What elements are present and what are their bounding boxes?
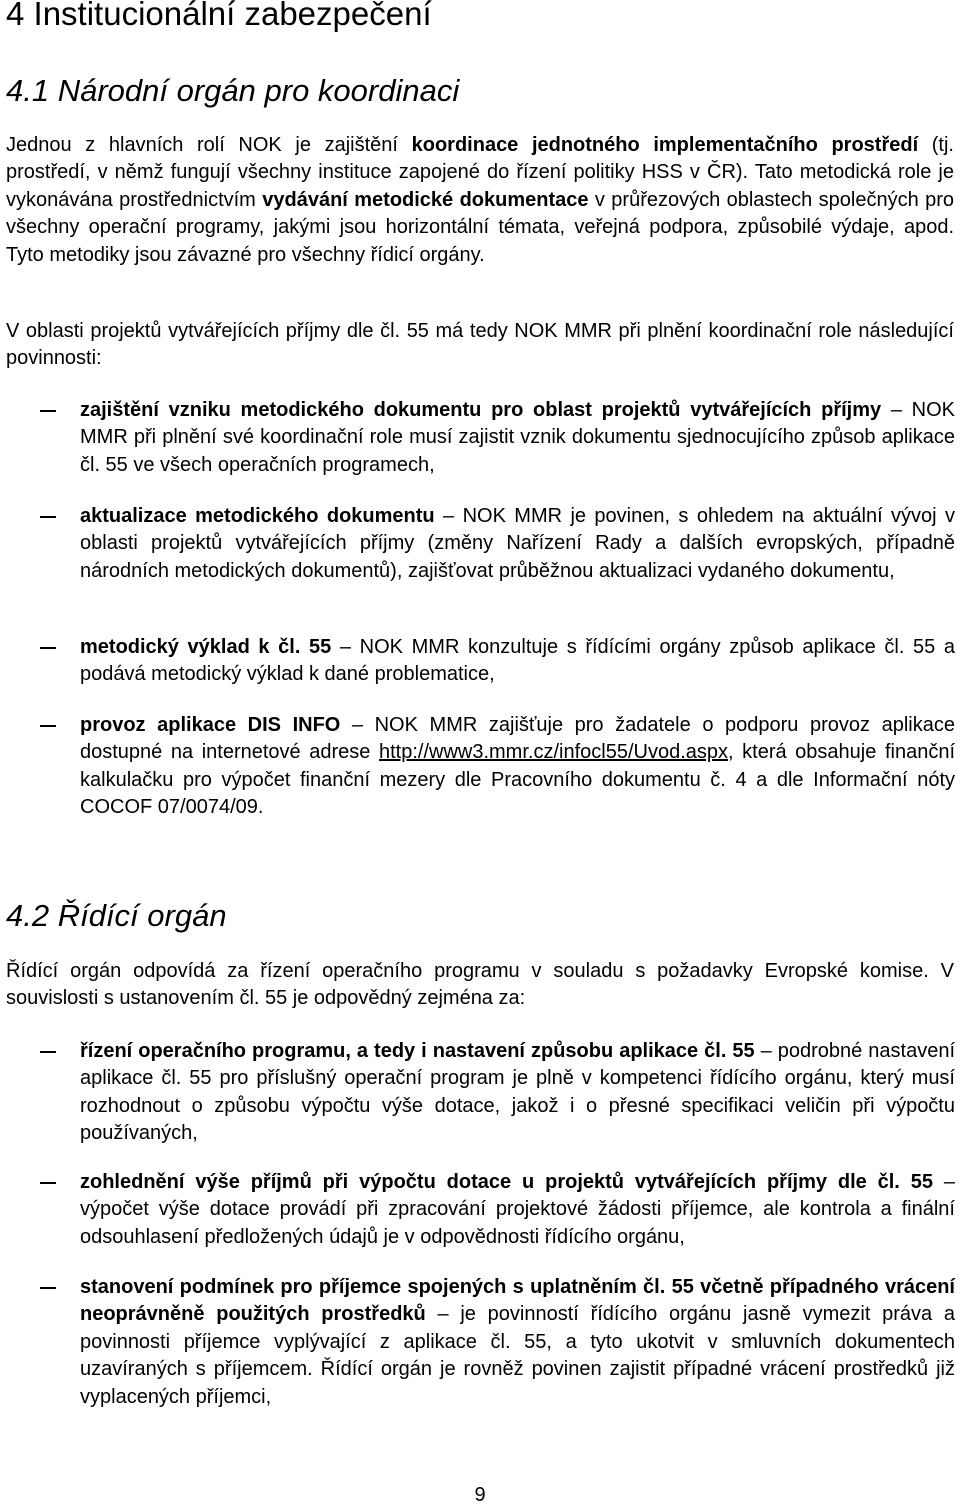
dash-bullet-icon <box>40 1182 56 1184</box>
intro-bold-1: koordinace jednotného implementačního prostředí <box>411 134 919 156</box>
list-item-bold: zajištění vzniku metodického dokumentu pro oblast projektů vytvářejících příjmy <box>80 399 882 421</box>
list-item-body: – je povinností řídícího orgánu jasně vymezit práva a povinnosti příjemce vyplývající z aplikace čl. 55, a tyto ukotvit v smluvních dokumentech uzavíraných s příjemcem. Řídící orgán je rovněž povinen zajistit případné vrácení prostředků již vyplacených příjemci, <box>80 1303 956 1408</box>
list-item-body: – NOK MMR při plnění své koordinační role musí zajistit vznik dokumentu sjednocujícího způsob aplikace čl. 55 ve všech operačních programech, <box>80 399 955 476</box>
intro-text-2: (tj. prostředí, v němž fungují všechny instituce zapojené do řízení politiky HSS v ČR). Tato metodická role je vykonávána prostřednictvím <box>6 134 954 211</box>
list-item-bold: řízení operačního programu, a tedy i nastavení způsobu aplikace čl. 55 <box>80 1040 755 1062</box>
list-item-text <box>80 397 955 479</box>
section-heading-4-2: 4.2 Řídící orgán <box>6 898 227 933</box>
chapter-heading: 4 Institucionální zabezpečení <box>6 0 432 32</box>
dash-bullet-icon <box>40 516 56 518</box>
list-item-bold: aktualizace metodického dokumentu <box>80 505 435 527</box>
dash-bullet-icon <box>40 1051 56 1053</box>
list-item-body-end: , která obsahuje finanční kalkulačku pro výpočet finanční mezery dle Pracovního dokumentu č. 4 a dle Informační nóty COCOF 07/0074/09. <box>80 741 956 819</box>
section-heading-4-1: 4.1 Národní orgán pro koordinaci <box>6 73 460 108</box>
intro-text-3: v průřezových oblastech společných pro všechny operační programy, jakými jsou horizontální témata, veřejná podpora, způsobilé výdaje, apod. Tyto metodiky jsou závazné pro všechny řídicí orgány. <box>6 188 954 266</box>
intro-bold-2: vydávání metodické dokumentace <box>262 188 589 211</box>
section-1-intro-paragraph <box>6 132 954 269</box>
list-item-text <box>80 503 955 585</box>
list-item-text <box>80 1038 955 1148</box>
section-2-intro-paragraph: Řídící orgán odpovídá za řízení operačního programu v souladu s požadavky Evropské komise. V souvislosti s ustanovením čl. 55 je odpovědný zejména za: <box>6 960 954 1010</box>
list-item-body: – NOK MMR konzultuje s řídícími orgány způsob aplikace čl. 55 a podává metodický výklad k dané problematice, <box>80 636 955 686</box>
dash-bullet-icon <box>40 647 56 649</box>
list-item-text <box>80 634 955 689</box>
dash-bullet-icon <box>40 1287 56 1289</box>
list-item-body: – výpočet výše dotace provádí při zpracování projektové žádosti příjemce, ale kontrola a finální odsouhlasení předložených údajů je v odpovědnosti řídícího orgánu, <box>80 1171 955 1248</box>
list-item-body: – podrobné nastavení aplikace čl. 55 pro příslušný operační program je plně v kompetenci řídícího orgánu, který musí rozhodnout o způsobu výpočtu výše dotace, jakož i o přesné specifikaci veličin při výpočtu používaných, <box>80 1040 955 1145</box>
page-number: 9 <box>474 1484 486 1506</box>
intro-text-1: Jednou z hlavních rolí NOK je zajištění <box>6 134 412 156</box>
section-1-lead-paragraph: V oblasti projektů vytvářejících příjmy dle čl. 55 má tedy NOK MMR při plnění koordinační role následující povinnosti: <box>6 320 954 370</box>
list-item-text <box>80 712 955 822</box>
list-item-text <box>80 1274 955 1411</box>
dash-bullet-icon <box>40 725 56 727</box>
dash-bullet-icon <box>40 410 56 412</box>
list-item-bold: provoz aplikace DIS INFO <box>80 714 341 736</box>
list-item-body: – NOK MMR zajišťuje pro žadatele o podporu provoz aplikace dostupné na internetové adrese <box>80 714 955 764</box>
list-item-text <box>80 1169 955 1251</box>
list-item-bold: zohlednění výše příjmů při výpočtu dotace u projektů vytvářejících příjmy dle čl. 55 <box>80 1171 933 1193</box>
dis-info-link[interactable]: http://www3.mmr.cz/infocl55/Uvod.aspx <box>378 741 728 764</box>
list-item-bold: stanovení podmínek pro příjemce spojených s uplatněním čl. 55 včetně případného vrácení neoprávněně použitých prostředků <box>80 1276 955 1326</box>
list-item-body: – NOK MMR je povinen, s ohledem na aktuální vývoj v oblasti projektů vytvářejících příjmy (změny Nařízení Rady a dalších evropských, případně národních metodických dokumentů), zajišťovat průběžnou aktualizaci vydaného dokumentu, <box>80 505 955 582</box>
list-item-bold: metodický výklad k čl. 55 <box>80 636 332 658</box>
